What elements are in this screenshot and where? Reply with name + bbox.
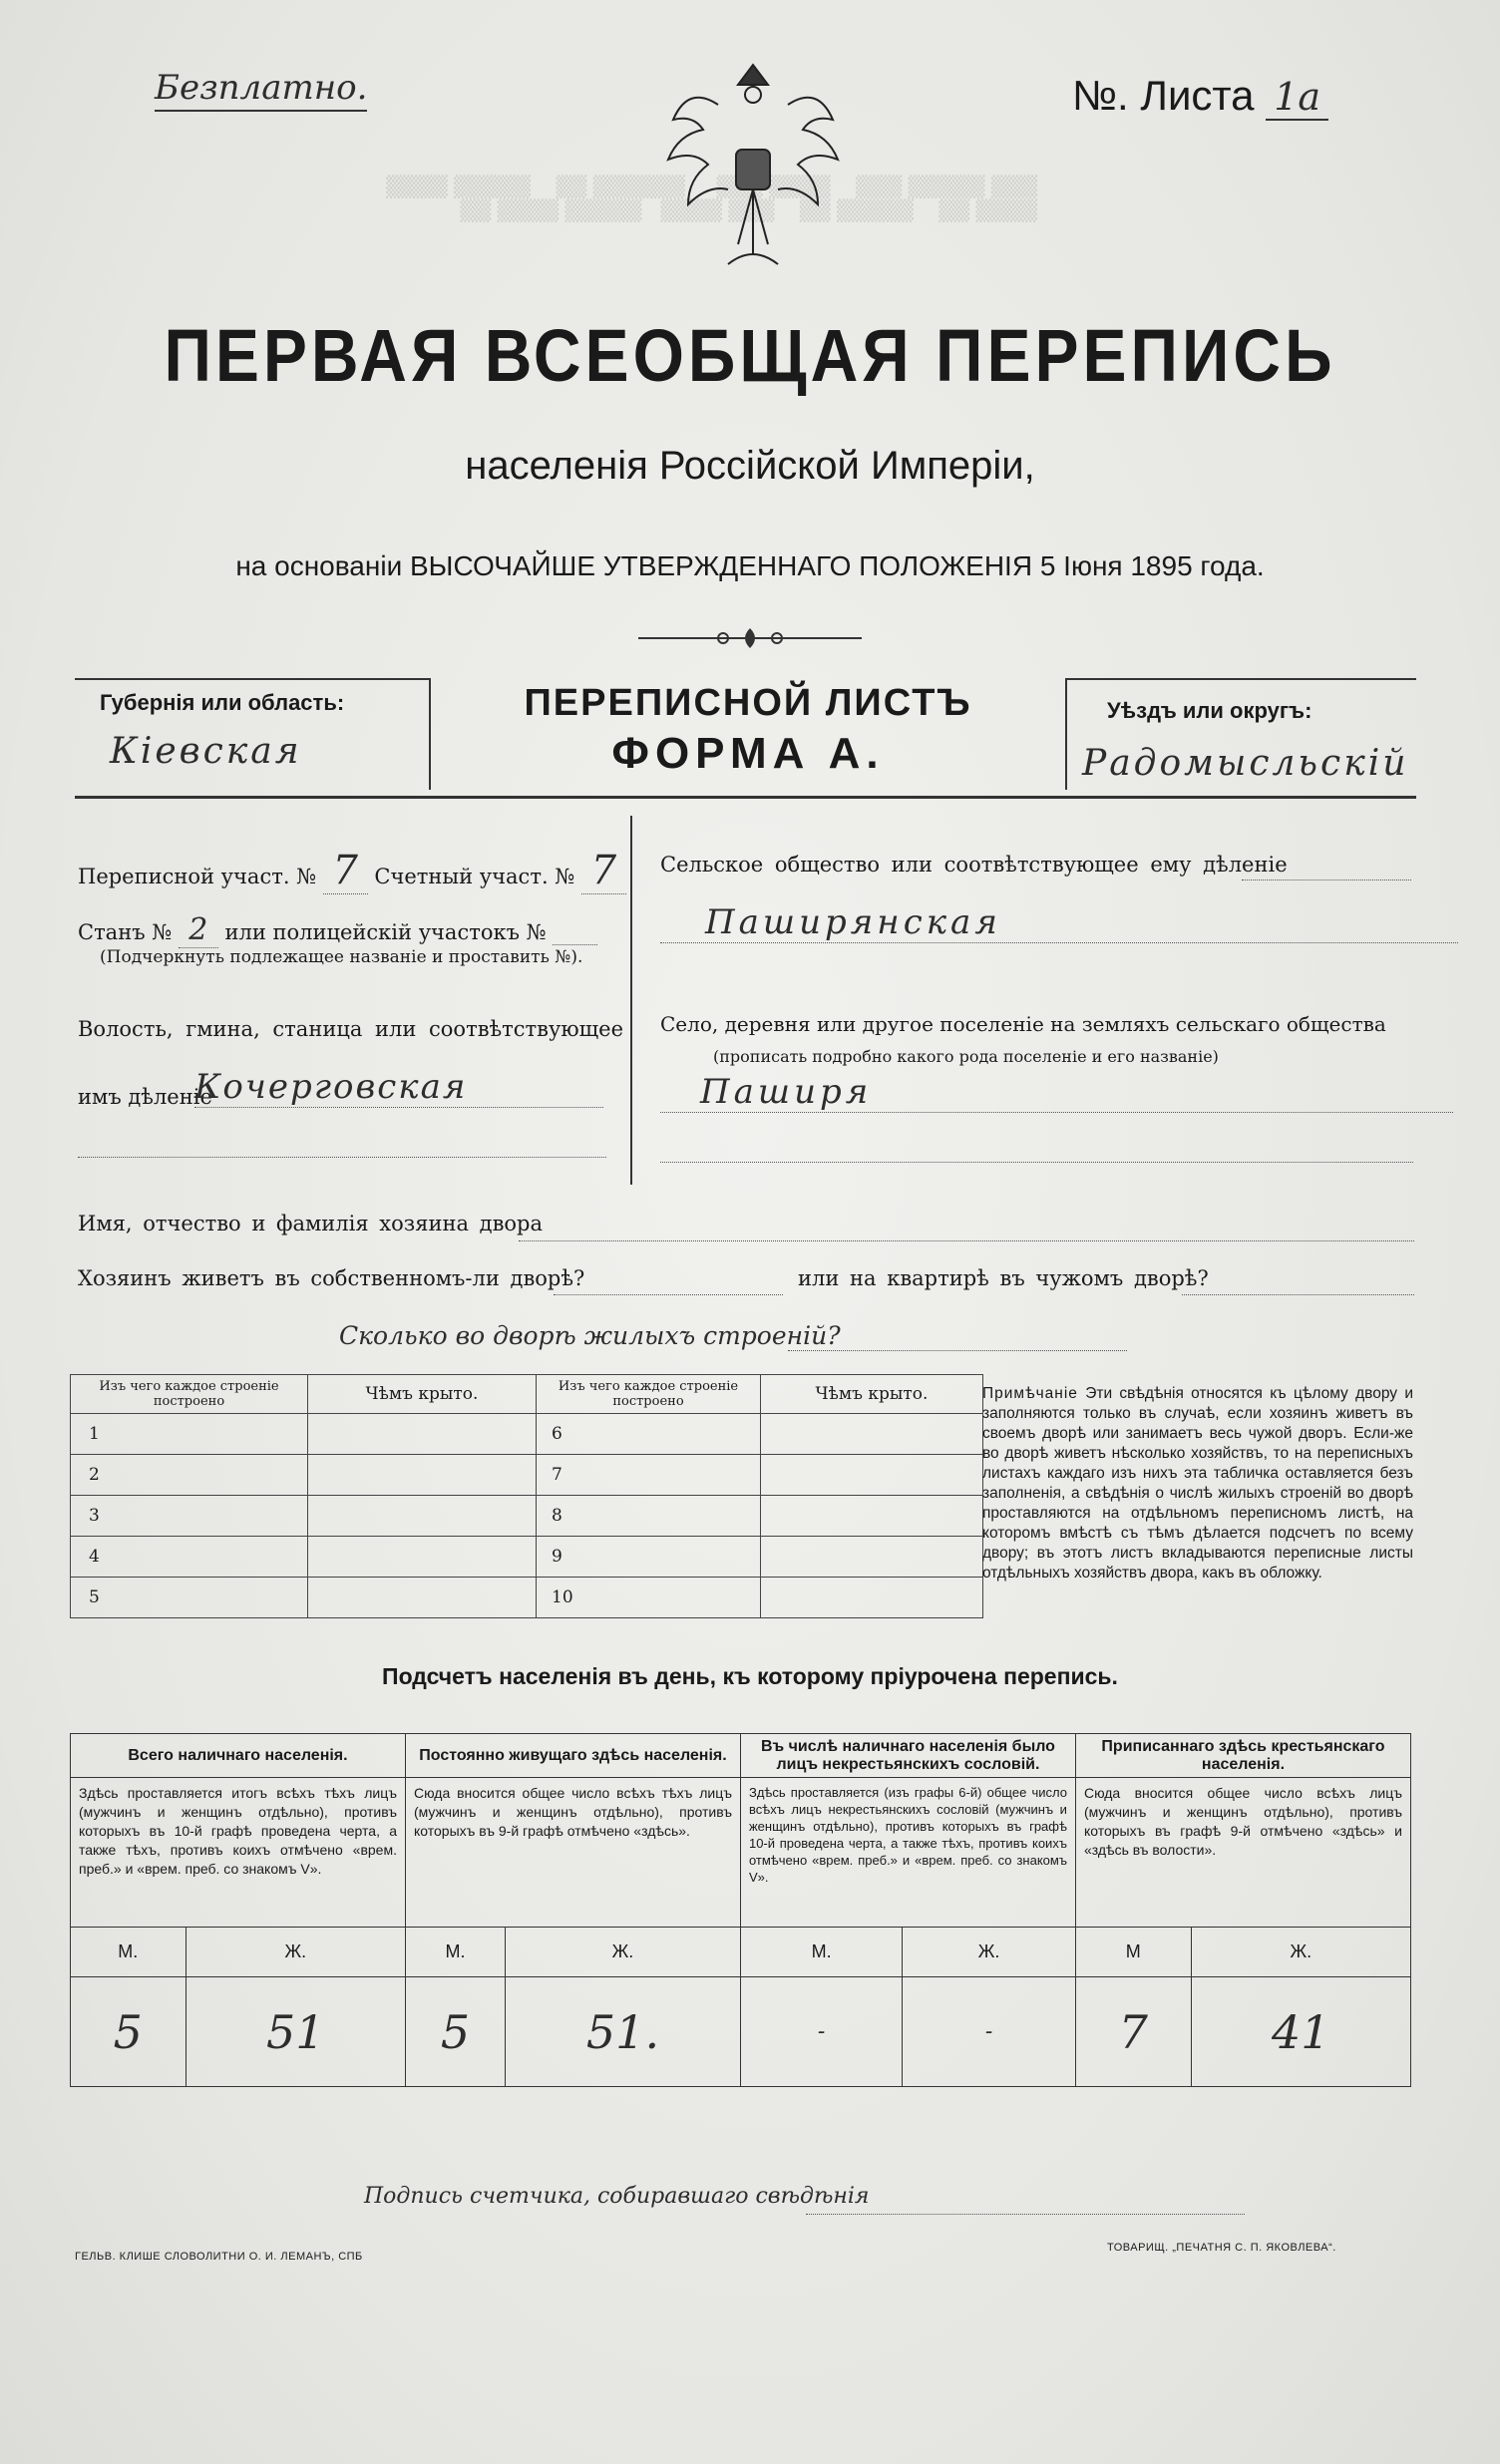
present-male-count[interactable]: 5 (71, 1977, 187, 2087)
district-box-left (1065, 678, 1067, 790)
region-bottom-rule (75, 796, 1416, 799)
table-row (71, 1455, 983, 1496)
roof-cell[interactable] (761, 1537, 983, 1578)
count-table (70, 1733, 1411, 2087)
row-number: 8 (537, 1496, 761, 1537)
fields-divider (630, 816, 632, 1185)
count-col-heading: Постоянно живущаго здѣсь населенія. (405, 1734, 740, 1778)
bleed-through-texture: ▒▒▒ ▒▒▒▒▒ ▒▒▒ ▒▒▒▒ ▒▒▒ ▒▒▒▒▒▒ ▒▒ ▒▒▒▒▒ ▒▒▒▒ ▒▒▒▒ ▒▒ ▒▒▒▒▒ ▒▒ ▒▒▒ ▒▒▒▒ ▒▒▒▒▒ ▒▒▒▒ ▒▒ (386, 175, 1037, 222)
village-label: Село, деревня или другое поселеніе на земляхъ сельскаго общества (660, 1012, 1386, 1036)
count-col-desc: Здѣсь проставляется (изъ графы 6-й) общее число всѣхъ лицъ некрестьянскихъ сословій (мужчинъ и женщинъ отдѣльно), противъ которыхъ въ графѣ 10-й проведена черта, а также тѣхъ, противъ коихъ отмѣчено «врем. преб.» и «врем. преб. со знакомъ V». (740, 1778, 1075, 1928)
stan-row (78, 912, 597, 948)
village-note: (прописать подробно какого рода поселеніе и его названіе) (713, 1047, 1219, 1066)
counting-section-label: Счетный участ. № (374, 865, 575, 888)
buildings-label: Сколько во дворѣ жилыхъ строеній? (339, 1321, 841, 1350)
row-number: 3 (71, 1496, 308, 1537)
own-yard-label: Хозяинъ живетъ въ собственномъ-ли дворѣ? (78, 1266, 585, 1290)
female-label: Ж. (186, 1928, 405, 1977)
row-number: 9 (537, 1537, 761, 1578)
roof-cell[interactable] (761, 1414, 983, 1455)
stan-label: Станъ № (78, 920, 173, 944)
roof-cell[interactable] (308, 1496, 537, 1537)
note-heading: Примѣчаніе (982, 1385, 1078, 1402)
buildings-table (70, 1374, 983, 1618)
col-built-of-1: Изъ чего каждое строеніе построено (71, 1375, 308, 1414)
police-field[interactable] (553, 920, 597, 945)
resident-male-count[interactable]: 5 (405, 1977, 505, 2087)
community-label-line (1242, 870, 1411, 880)
female-label: Ж. (903, 1928, 1076, 1977)
volost-extra-line[interactable] (78, 1127, 606, 1158)
count-section-title: Подсчетъ населенія въ день, къ которому пріурочена перепись. (382, 1663, 1118, 1689)
community-label: Сельское общество или соотвѣтствующее ему дѣленіе (660, 853, 1288, 877)
row-number: 1 (71, 1414, 308, 1455)
volost-label: Волость, гмина, станица или соотвѣтствующее (78, 1017, 624, 1041)
count-table-wrap (70, 1733, 1411, 2087)
table-row (71, 1578, 983, 1618)
col-roofed-with-1: Чѣмъ крыто. (308, 1375, 537, 1414)
counting-section-value[interactable]: 7 (581, 848, 626, 894)
row-number: 2 (71, 1455, 308, 1496)
buildings-field[interactable] (788, 1326, 1127, 1351)
roof-cell[interactable] (308, 1537, 537, 1578)
legal-basis: на основаніи ВЫСОЧАЙШЕ УТВЕРЖДЕННАГО ПОЛОЖЕНІЯ 5 Іюня 1895 года. (235, 550, 1265, 581)
row-number: 7 (537, 1455, 761, 1496)
buildings-table-wrap (70, 1374, 983, 1618)
row-number: 5 (71, 1578, 308, 1618)
stan-value[interactable]: 2 (179, 912, 218, 948)
roof-cell[interactable] (308, 1414, 537, 1455)
nonpeasant-female-count[interactable]: - (903, 1977, 1076, 2087)
census-section-label: Переписной участ. № (78, 865, 317, 888)
table-row (71, 1414, 983, 1455)
owner-name-label: Имя, отчество и фамилія хозяина двора (78, 1212, 544, 1235)
count-col-heading: Въ числѣ наличнаго населенія было лицъ некрестьянскихъ сословій. (740, 1734, 1075, 1778)
count-col-desc: Сюда вносится общее число всѣхъ тѣхъ лицъ (мужчинъ и женщинъ отдѣльно), противъ которыхъ въ 9-й графѣ отмѣчено «здѣсь». (405, 1778, 740, 1928)
roof-cell[interactable] (308, 1578, 537, 1618)
female-label: Ж. (506, 1928, 741, 1977)
ornament-divider (638, 626, 862, 650)
roof-cell[interactable] (761, 1496, 983, 1537)
village-value[interactable]: Паширя (660, 1072, 1453, 1113)
page-title: ПЕРВАЯ ВСЕОБЩАЯ ПЕРЕПИСЬ (164, 313, 1336, 397)
province-value: Кіевская (110, 731, 302, 772)
free-label: Безплатно. (155, 68, 367, 112)
note-block (982, 1384, 1413, 1584)
roof-cell[interactable] (761, 1578, 983, 1618)
table-row (71, 1496, 983, 1537)
sheet-number-label: №. Листа (1072, 72, 1255, 119)
registered-female-count[interactable]: 41 (1191, 1977, 1410, 2087)
rented-field[interactable] (1182, 1270, 1414, 1295)
resident-female-count[interactable]: 51. (506, 1977, 741, 2087)
col-roofed-with-2: Чѣмъ крыто. (761, 1375, 983, 1414)
male-label: М. (405, 1928, 505, 1977)
district-label: Уѣздъ или округъ: (1107, 698, 1312, 723)
count-col-heading: Приписаннаго здѣсь крестьянскаго населенія. (1075, 1734, 1410, 1778)
page-subtitle: населенія Россійской Имперіи, (465, 444, 1035, 488)
sheet-number (1072, 72, 1328, 120)
table-row (71, 1537, 983, 1578)
registered-male-count[interactable]: 7 (1075, 1977, 1191, 2087)
form-title: ПЕРЕПИСНОЙ ЛИСТЪ (524, 682, 972, 724)
count-col-desc: Здѣсь проставляется итогъ всѣхъ тѣхъ лицъ (мужчинъ и женщинъ отдѣльно), противъ которыхъ въ 10-й графѣ проведена черта, а также тѣхъ, противъ коихъ отмѣчено «врем. преб.» и «врем. преб. со знакомъ V». (71, 1778, 406, 1928)
present-female-count[interactable]: 51 (186, 1977, 405, 2087)
male-label: М (1075, 1928, 1191, 1977)
form-subtitle: ФОРМА А. (611, 729, 885, 778)
roof-cell[interactable] (308, 1455, 537, 1496)
sheet-number-value: 1а (1266, 75, 1328, 121)
district-box-top (1065, 678, 1416, 680)
col-built-of-2: Изъ чего каждое строеніе построено (537, 1375, 761, 1414)
nonpeasant-male-count[interactable]: - (740, 1977, 902, 2087)
form-title-block (429, 682, 1067, 779)
count-col-heading: Всего наличнаго населенія. (71, 1734, 406, 1778)
footer-printer-right: ТОВАРИЩ. „ПЕЧАТНЯ С. П. ЯКОВЛЕВА“. (1107, 2242, 1336, 2254)
male-label: М. (71, 1928, 187, 1977)
signature-field[interactable] (806, 2192, 1245, 2215)
roof-cell[interactable] (761, 1455, 983, 1496)
signature-label: Подпись счетчика, собиравшаго свѣдѣнія (364, 2184, 870, 2209)
district-value: Радомысльскій (1082, 743, 1409, 784)
police-label: или полицейскій участокъ № (224, 920, 547, 944)
village-extra-line[interactable] (660, 1132, 1413, 1163)
row-number: 10 (537, 1578, 761, 1618)
note-text: Эти свѣдѣнія относятся къ цѣлому двору и заполняются только въ случаѣ, если хозяинъ живетъ въ своемъ дворѣ или занимаетъ весь чужой дворъ. Если-же во дворѣ живетъ нѣсколько хозяйствъ, то на переписныхъ листахъ каждаго изъ нихъ эта табличка оставляется безъ заполненія, а свѣдѣнія о числѣ жилыхъ строеній во дворѣ проставляются на отдѣльномъ переписномъ листѣ, на которомъ вмѣстѣ съ тѣмъ дѣлается подсчетъ по всему двору; въ этотъ листъ вкладываются переписные листы отдѣльныхъ хозяйствъ двора, какъ въ обложку. (982, 1385, 1413, 1582)
volost-value[interactable]: Кочерговская (194, 1067, 603, 1108)
owner-name-field[interactable] (519, 1215, 1414, 1241)
male-label: М. (740, 1928, 902, 1977)
row-number: 6 (537, 1414, 761, 1455)
footer-printer-left: ГЕЛЬВ. КЛИШЕ СЛОВОЛИТНИ О. И. ЛЕМАНЪ, СПБ (75, 2251, 363, 2263)
underline-note: (Подчеркнуть подлежащее названіе и проставить №). (100, 947, 583, 967)
row-number: 4 (71, 1537, 308, 1578)
own-yard-field[interactable] (554, 1270, 783, 1295)
volost-label-2: имъ дѣленіе (78, 1085, 212, 1109)
count-col-desc: Сюда вносится общее число всѣхъ лицъ (мужчинъ и женщинъ отдѣльно), противъ которыхъ въ графѣ 9-й отмѣчено «здѣсь» и «здѣсь въ волости». (1075, 1778, 1410, 1928)
census-section-value[interactable]: 7 (323, 848, 368, 894)
rented-label: или на квартирѣ въ чужомъ дворѣ? (798, 1266, 1209, 1290)
province-label: Губернія или область: (100, 690, 345, 715)
imperial-eagle-emblem (658, 55, 848, 289)
section-numbers-row (78, 848, 626, 894)
female-label: Ж. (1191, 1928, 1410, 1977)
community-value[interactable]: Паширянская (660, 902, 1458, 943)
province-box-top (75, 678, 429, 680)
